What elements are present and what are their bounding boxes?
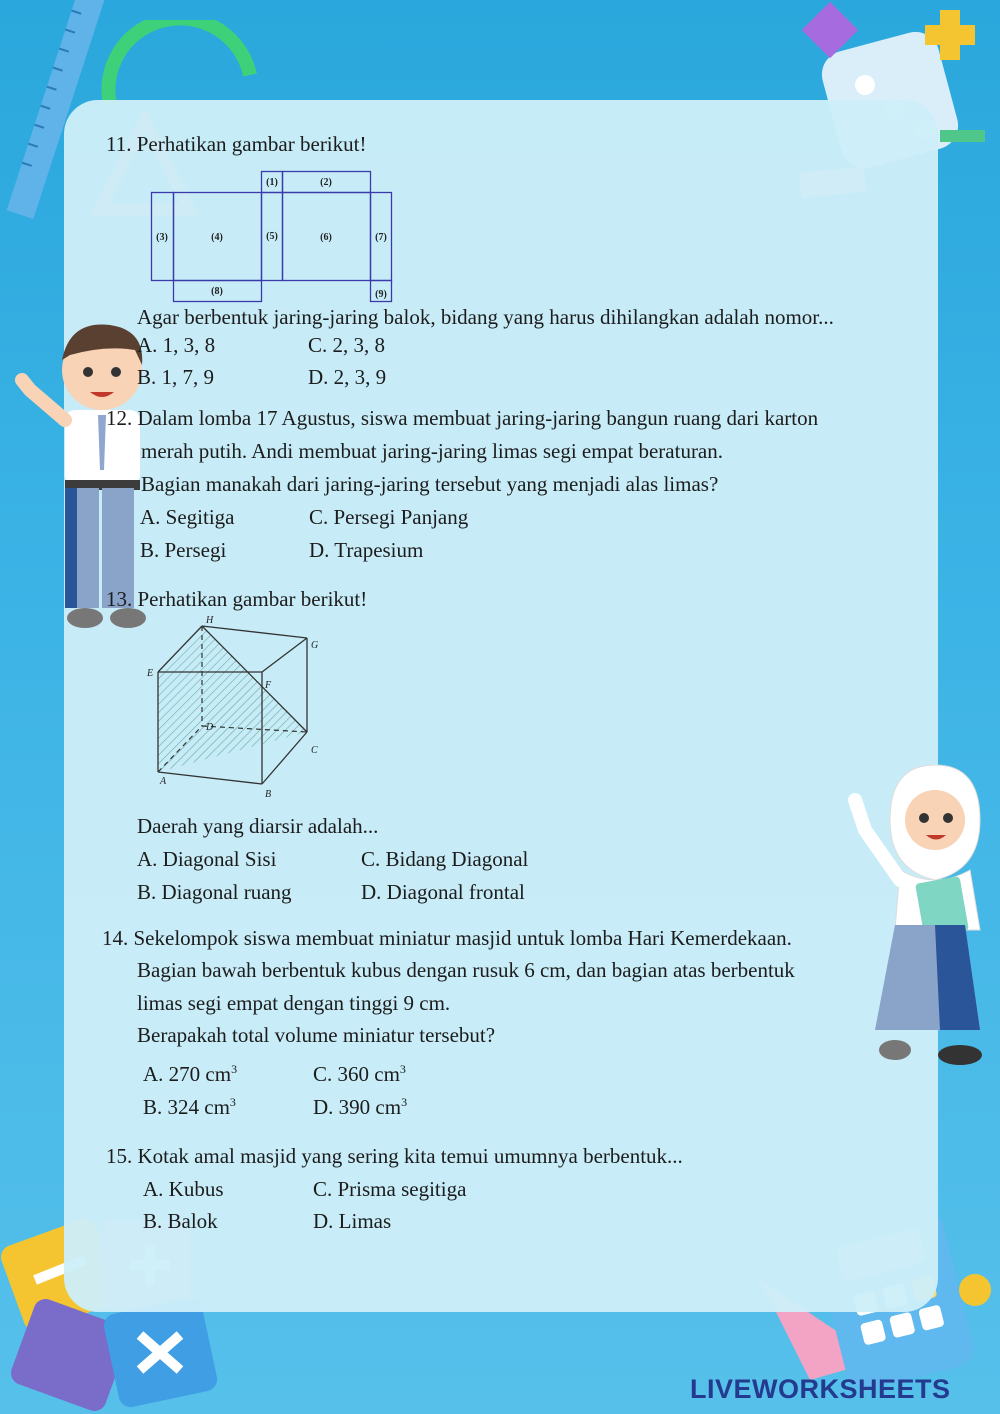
net-label-3: (3): [156, 232, 168, 243]
q11-question: Agar berbentuk jaring-jaring balok, bidang yang harus dihilangkan adalah nomor...: [137, 305, 834, 329]
vertex-label-c: C: [311, 745, 318, 756]
q12-line-1: 12. Dalam lomba 17 Agustus, siswa membuat jaring-jaring bangun ruang dari karton: [106, 406, 819, 430]
q14-option-c[interactable]: [313, 1056, 406, 1087]
q13-option-c[interactable]: C. Bidang Diagonal: [361, 847, 529, 871]
logo-text: LIVEWORKSHEETS: [690, 1374, 951, 1404]
q13-cube-figure: [140, 612, 340, 802]
vertex-label-g: G: [311, 640, 319, 651]
q14-option-c-text: C. 360 cm: [313, 1062, 400, 1086]
vertex-label-a: A: [160, 776, 167, 787]
q14-option-d[interactable]: [313, 1089, 407, 1120]
net-label-1: (1): [266, 177, 278, 188]
q14-line-1: 14. Sekelompok siswa membuat miniatur masjid untuk lomba Hari Kemerdekaan.: [102, 926, 792, 950]
q14-option-b-text: B. 324 cm: [143, 1095, 230, 1119]
q15-option-b[interactable]: B. Balok: [143, 1209, 218, 1233]
q13-option-d[interactable]: D. Diagonal frontal: [361, 880, 525, 904]
q15-option-d[interactable]: D. Limas: [313, 1209, 392, 1233]
vertex-label-f: F: [265, 680, 272, 691]
vertex-label-h: H: [206, 615, 214, 626]
vertex-label-d: D: [206, 722, 214, 733]
liveworksheets-logo[interactable]: [690, 1374, 951, 1405]
unit-superscript: 3: [229, 1095, 236, 1109]
q12-option-b[interactable]: B. Persegi: [140, 538, 227, 562]
unit-superscript: 3: [231, 1062, 238, 1076]
q12-option-c[interactable]: C. Persegi Panjang: [309, 505, 469, 529]
q13-stem: 13. Perhatikan gambar berikut!: [106, 587, 368, 611]
q13-option-a[interactable]: A. Diagonal Sisi: [137, 847, 277, 871]
q15-option-a[interactable]: A. Kubus: [143, 1177, 224, 1201]
q12-option-d[interactable]: D. Trapesium: [309, 538, 424, 562]
net-label-2: (2): [320, 177, 332, 188]
q13-option-b[interactable]: B. Diagonal ruang: [137, 880, 292, 904]
q14-option-d-text: D. 390 cm: [313, 1095, 402, 1119]
net-label-5: (5): [266, 231, 278, 242]
q11-stem: 11. Perhatikan gambar berikut!: [106, 132, 367, 156]
q13-question: Daerah yang diarsir adalah...: [137, 814, 379, 838]
q11-cuboid-net-figure: [150, 170, 395, 305]
net-label-6: (6): [320, 232, 332, 243]
net-label-8: (8): [211, 286, 223, 297]
vertex-label-b: B: [265, 789, 272, 800]
unit-superscript: 3: [401, 1095, 408, 1109]
q14-option-a-text: A. 270 cm: [143, 1062, 232, 1086]
q11-option-b[interactable]: B. 1, 7, 9: [137, 365, 215, 389]
q12-line-3: Bagian manakah dari jaring-jaring tersebut yang menjadi alas limas?: [141, 472, 719, 496]
q14-line-3: limas segi empat dengan tinggi 9 cm.: [137, 991, 451, 1015]
vertex-label-e: E: [147, 668, 154, 679]
q11-option-d[interactable]: D. 2, 3, 9: [308, 365, 387, 389]
net-label-4: (4): [211, 232, 223, 243]
q15-option-c[interactable]: C. Prisma segitiga: [313, 1177, 467, 1201]
q14-line-4: Berapakah total volume miniatur tersebut?: [137, 1023, 496, 1047]
q14-line-2: Bagian bawah berbentuk kubus dengan rusuk 6 cm, dan bagian atas berbentuk: [137, 958, 795, 982]
q11-option-a[interactable]: A. 1, 3, 8: [137, 333, 216, 357]
q12-line-2: merah putih. Andi membuat jaring-jaring limas segi empat beraturan.: [141, 439, 724, 463]
q12-option-a[interactable]: A. Segitiga: [140, 505, 235, 529]
q14-option-a[interactable]: [143, 1056, 237, 1087]
q11-option-c[interactable]: C. 2, 3, 8: [308, 333, 386, 357]
q15-stem: 15. Kotak amal masjid yang sering kita temui umumnya berbentuk...: [106, 1144, 683, 1168]
girl-student-illustration: [840, 760, 1000, 1080]
net-label-9: (9): [375, 289, 387, 300]
unit-superscript: 3: [399, 1062, 406, 1076]
q14-option-b[interactable]: [143, 1089, 236, 1120]
net-label-7: (7): [375, 232, 387, 243]
